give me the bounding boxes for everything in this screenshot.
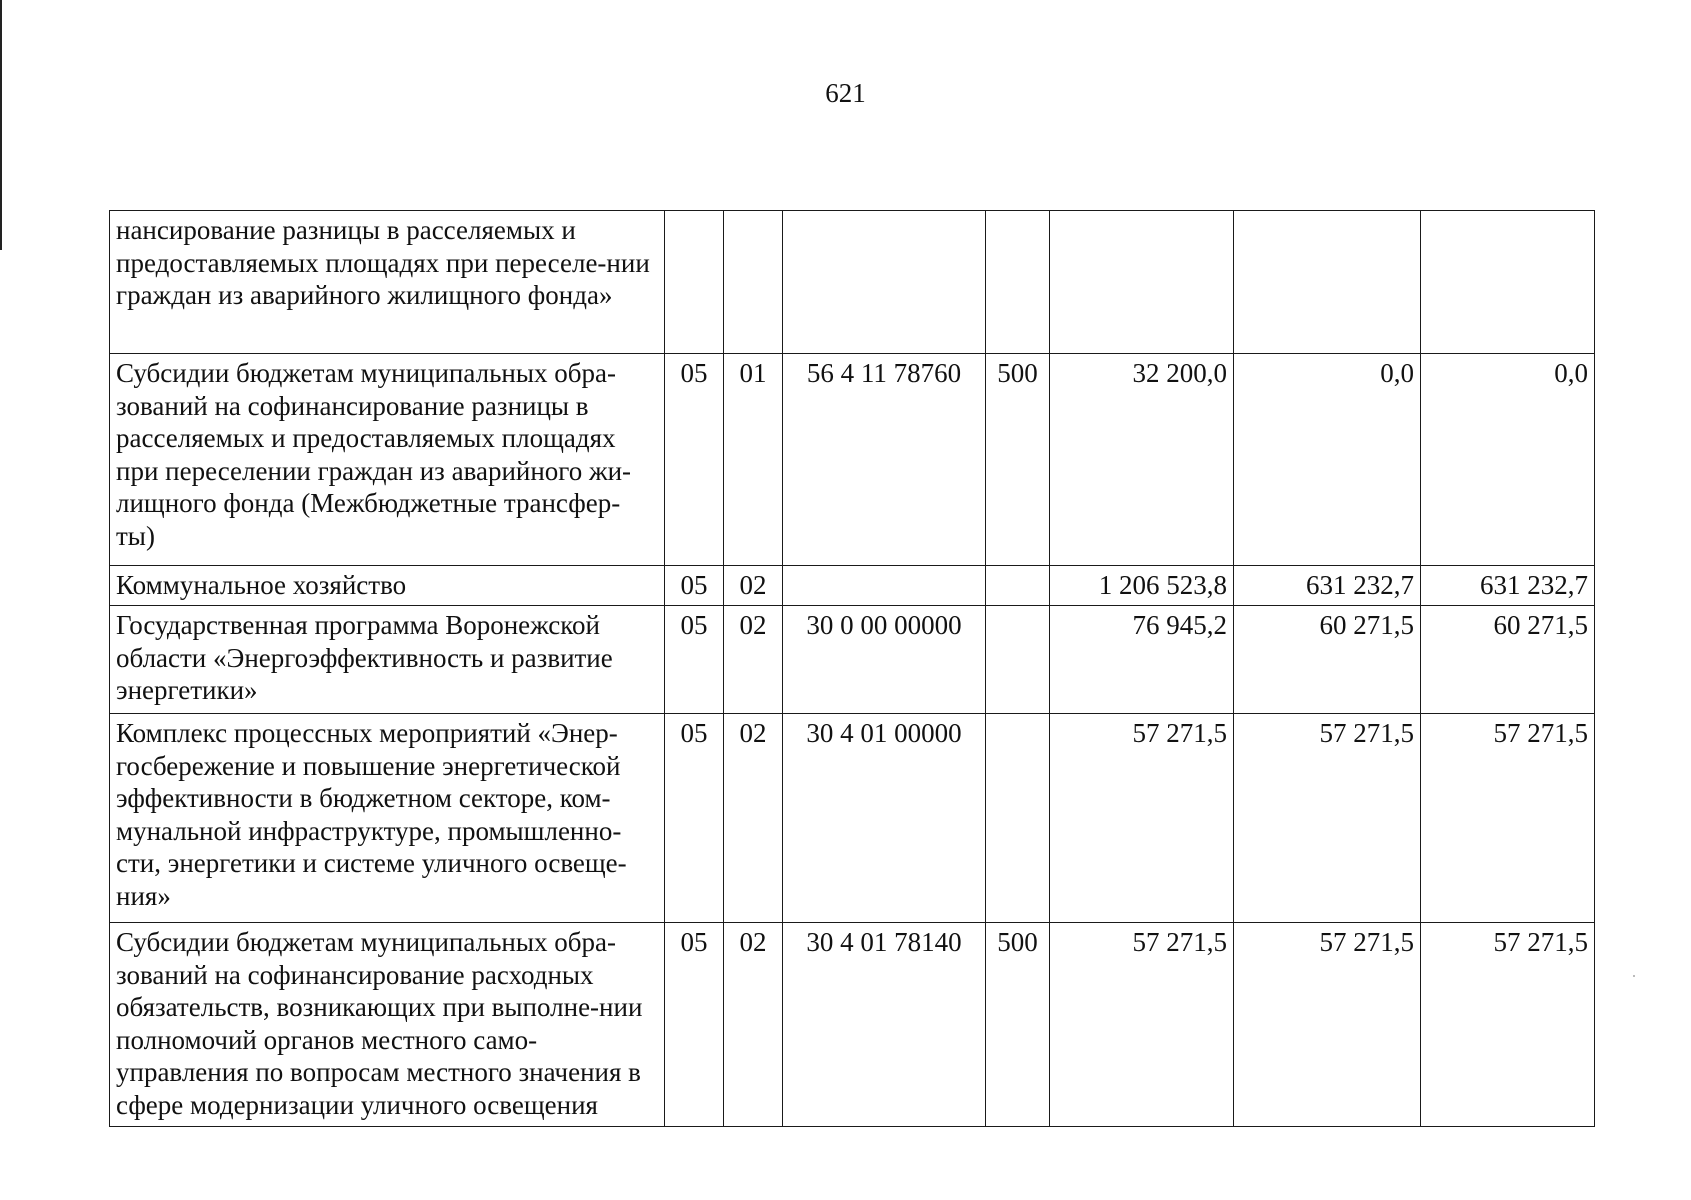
amount-cell-3: 631 232,7 (1421, 566, 1595, 606)
expense-type-cell: 500 (986, 354, 1050, 566)
expense-type-cell (986, 606, 1050, 714)
section-code-cell: 05 (665, 354, 724, 566)
amount-cell-1: 57 271,5 (1050, 714, 1234, 923)
target-article-cell (783, 566, 986, 606)
table-row (110, 923, 1595, 1127)
amount-cell-2: 631 232,7 (1234, 566, 1421, 606)
amount-cell-1: 57 271,5 (1050, 923, 1234, 1127)
amount-cell-2: 57 271,5 (1234, 714, 1421, 923)
amount-cell-1 (1050, 211, 1234, 354)
amount-cell-3: 0,0 (1421, 354, 1595, 566)
target-article-cell: 56 4 11 78760 (783, 354, 986, 566)
target-article-cell: 30 0 00 00000 (783, 606, 986, 714)
target-article-cell: 30 4 01 00000 (783, 714, 986, 923)
section-code-cell: 05 (665, 566, 724, 606)
amount-cell-3: 57 271,5 (1421, 714, 1595, 923)
target-article-cell (783, 211, 986, 354)
page-edge-line (0, 0, 2, 250)
subsection-code-cell: 02 (724, 714, 783, 923)
subsection-code-cell: 02 (724, 566, 783, 606)
table-row (110, 354, 1595, 566)
section-code-cell: 05 (665, 714, 724, 923)
amount-cell-2: 57 271,5 (1234, 923, 1421, 1127)
scan-speck (1633, 975, 1635, 977)
section-code-cell: 05 (665, 923, 724, 1127)
section-code-cell (665, 211, 724, 354)
table-row (110, 606, 1595, 714)
subsection-code-cell: 02 (724, 923, 783, 1127)
table-row (110, 566, 1595, 606)
table-row (110, 211, 1595, 354)
row-name-cell: Субсидии бюджетам муниципальных обра-зований на софинансирование разницы в расселяемых и предоставляемых площадях при переселении граждан из аварийного жи-лищного фонда (Межбюджетные трансфер-ты) (110, 354, 665, 566)
table-row (110, 714, 1595, 923)
subsection-code-cell (724, 211, 783, 354)
row-name-cell: Комплекс процессных мероприятий «Энер-госбережение и повышение энергетической эффективности в бюджетном секторе, ком-мунальной инфраструктуре, промышленно-сти, энергетики и системе уличного освеще-ния» (110, 714, 665, 923)
amount-cell-2 (1234, 211, 1421, 354)
amount-cell-3 (1421, 211, 1595, 354)
amount-cell-1: 32 200,0 (1050, 354, 1234, 566)
amount-cell-1: 1 206 523,8 (1050, 566, 1234, 606)
expense-type-cell: 500 (986, 923, 1050, 1127)
amount-cell-3: 60 271,5 (1421, 606, 1595, 714)
section-code-cell: 05 (665, 606, 724, 714)
expense-type-cell (986, 714, 1050, 923)
row-name-cell: Коммунальное хозяйство (110, 566, 665, 606)
amount-cell-1: 76 945,2 (1050, 606, 1234, 714)
row-name-cell: Государственная программа Воронежской области «Энергоэффективность и развитие энергетики» (110, 606, 665, 714)
amount-cell-2: 60 271,5 (1234, 606, 1421, 714)
subsection-code-cell: 01 (724, 354, 783, 566)
target-article-cell: 30 4 01 78140 (783, 923, 986, 1127)
amount-cell-3: 57 271,5 (1421, 923, 1595, 1127)
row-name-cell: нансирование разницы в расселяемых и предоставляемых площадях при переселе-нии граждан из аварийного жилищного фонда» (110, 211, 665, 354)
subsection-code-cell: 02 (724, 606, 783, 714)
page-number: 621 (825, 78, 866, 108)
budget-table (109, 210, 1595, 1127)
amount-cell-2: 0,0 (1234, 354, 1421, 566)
expense-type-cell (986, 211, 1050, 354)
expense-type-cell (986, 566, 1050, 606)
row-name-cell: Субсидии бюджетам муниципальных обра-зований на софинансирование расходных обязательств, возникающих при выполне-нии полномочий органов местного само-управления по вопросам местного значения в сфере модернизации уличного освещения (110, 923, 665, 1127)
